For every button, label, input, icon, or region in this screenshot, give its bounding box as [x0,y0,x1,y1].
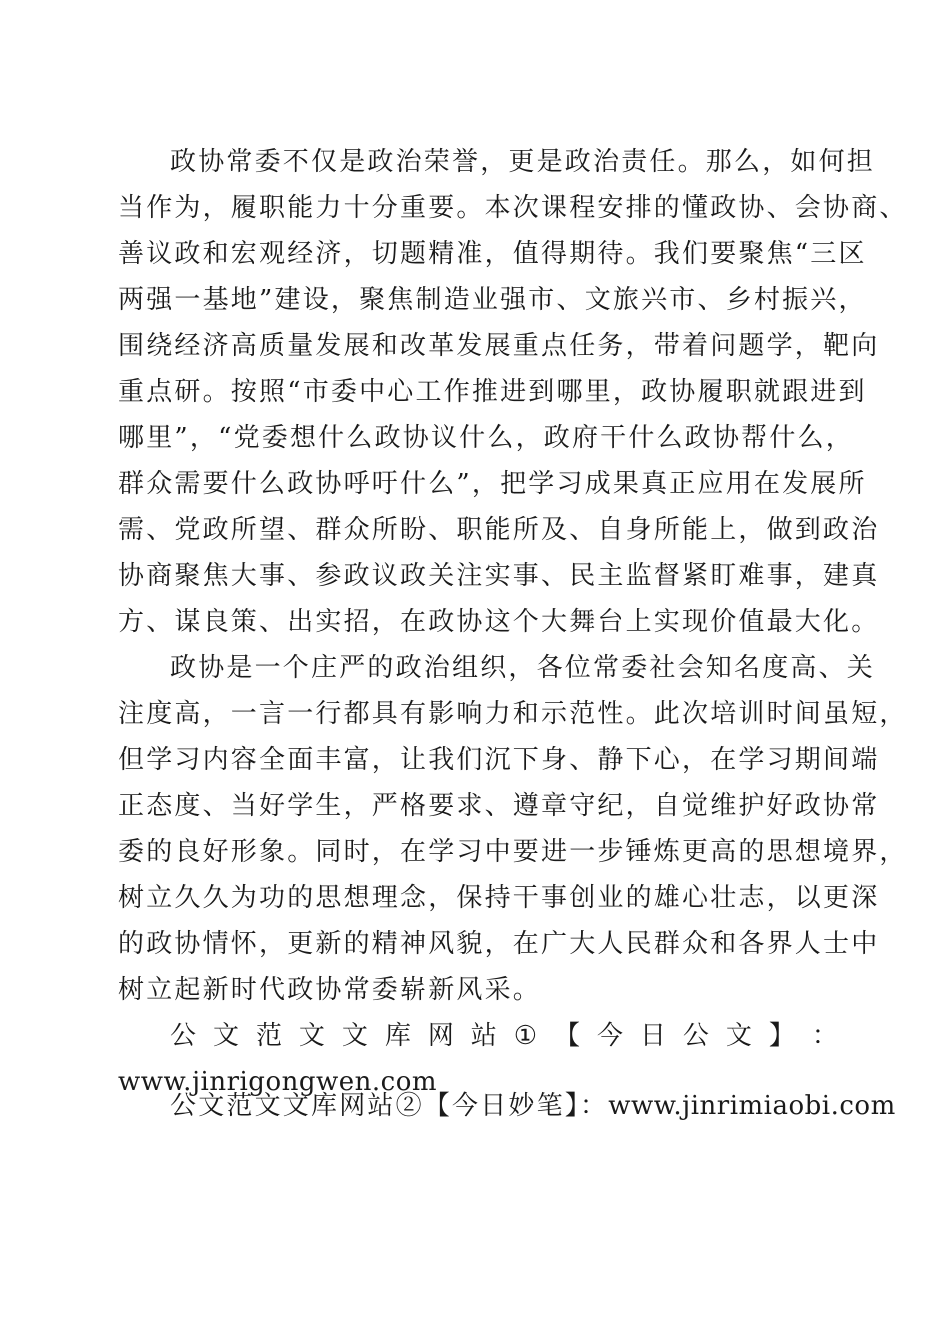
footer-site1-char: 公 [682,1021,709,1051]
paragraph-2-line-2: 注度高，一言一行都具有影响力和示范性。此次培训时间虽短， [118,699,908,729]
paragraph-1-line-1: 政协常委不仅是政治荣誉，更是政治责任。那么，如何担 [170,147,876,177]
paragraph-2-line-6: 树立久久为功的思想理念，保持干事创业的雄心壮志，以更深 [118,883,880,913]
paragraph-1-line-11: 方、谋良策、出实招，在政协这个大舞台上实现价值最大化。 [118,607,880,637]
paragraph-1-line-2: 当作为，履职能力十分重要。本次课程安排的懂政协、会协商、 [118,193,908,223]
footer-site2-url[interactable]: www.jinrimiaobi.com [608,1091,896,1121]
footer-site2-line [170,1088,896,1124]
footer-site2-label: 公文范文文库网站②【今日妙笔】： [170,1091,609,1121]
paragraph-1-line-7: 哪里”，“党委想什么政协议什么，政府干什么政协帮什么， [118,423,854,453]
paragraph-1-line-9: 需、党政所望、群众所盼、职能所及、自身所能上，做到政治 [118,515,880,545]
paragraph-2-line-1: 政协是一个庄严的政治组织，各位常委社会知名度高、关 [170,653,876,683]
footer-site1-char: 范 [255,1021,282,1051]
footer-site1-char: 今 [596,1021,623,1051]
paragraph-2-line-4: 正态度、当好学生，严格要求、遵章守纪，自觉维护好政协常 [118,791,880,821]
paragraph-1-line-5: 围绕经济高质量发展和改革发展重点任务，带着问题学，靶向 [118,331,880,361]
paragraph-1-line-8: 群众需要什么政协呼吁什么”，把学习成果真正应用在发展所 [118,469,867,499]
paragraph-1-line-10: 协商聚焦大事、参政议政关注实事、民主监督紧盯难事，建真 [118,561,880,591]
footer-site1-label [170,1018,838,1054]
footer-site1-char: 文 [725,1021,752,1051]
paragraph-2-line-8: 树立起新时代政协常委崭新风采。 [118,975,542,1005]
footer-site1-url[interactable]: www.jinrigongwen.com [118,1067,438,1097]
footer-site1-char: 文 [212,1021,239,1051]
footer-site1-char: 【 [554,1021,581,1051]
footer-site1-char: ： [811,1021,838,1051]
paragraph-2-line-3: 但学习内容全面丰富，让我们沉下身、静下心，在学习期间端 [118,745,880,775]
footer-site1-char: 文 [298,1021,325,1051]
paragraph-2-line-7: 的政协情怀，更新的精神风貌，在广大人民群众和各界人士中 [118,929,880,959]
footer-site1-char: ① [513,1021,538,1051]
paragraph-2-line-5: 委的良好形象。同时，在学习中要进一步锤炼更高的思想境界， [118,837,908,867]
footer-site1-char: 文 [341,1021,368,1051]
footer-site1-char: 公 [170,1021,197,1051]
footer-site1-char: 网 [427,1021,454,1051]
footer-site1-char: 库 [384,1021,411,1051]
footer-site1-char: 】 [768,1021,795,1051]
paragraph-1-line-3: 善议政和宏观经济，切题精准，值得期待。我们要聚焦“三区 [118,239,867,269]
paragraph-1-line-4: 两强一基地”建设，聚焦制造业强市、文旅兴市、乡村振兴， [118,285,867,315]
paragraph-1-line-6: 重点研。按照“市委中心工作推进到哪里，政协履职就跟进到 [118,377,867,407]
footer-site1-char: 站 [470,1021,497,1051]
footer-site1-char: 日 [639,1021,666,1051]
